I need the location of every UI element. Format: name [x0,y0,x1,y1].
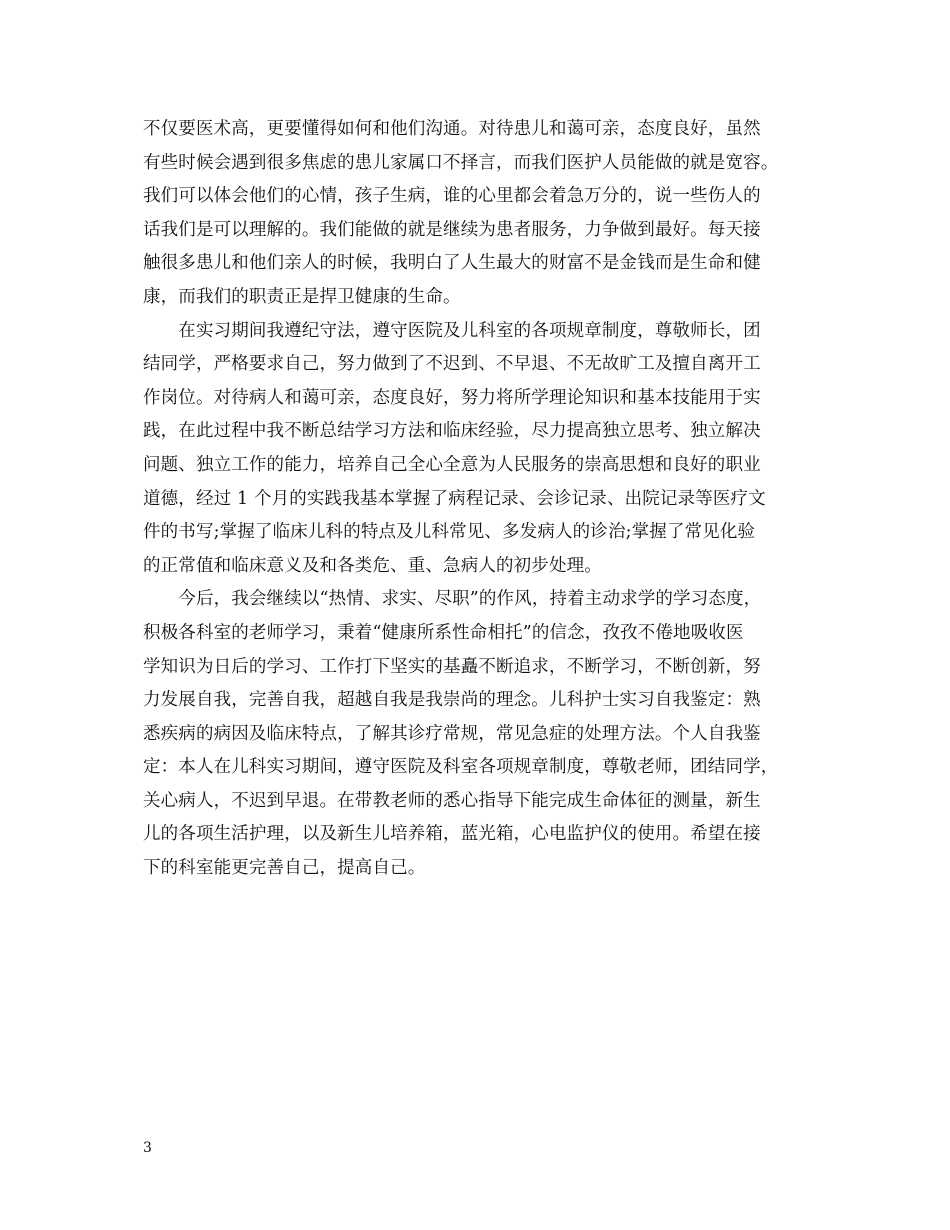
text-line: 有些时候会遇到很多焦虑的患儿家属口不择言，而我们医护人员能做的就是宽容。 [143,152,779,173]
text-line: 儿的各项生活护理，以及新生儿培养箱，蓝光箱，心电监护仪的使用。希望在接 [143,824,761,845]
text-line: 悉疾病的病因及临床特点，了解其诊疗常规，常见急症的处理方法。个人自我鉴 [143,723,761,744]
body-text [143,113,823,886]
text-line: 不仅要医术高，更要懂得如何和他们沟通。对待患儿和蔼可亲，态度良好，虽然 [143,119,761,139]
text-line: 结同学，严格要求自己，努力做到了不迟到、不早退、不无故旷工及擅自离开工 [143,354,761,375]
text-line: 的正常值和临床意义及和各类危、重、急病人的初步处理。 [143,555,602,576]
text-line: 作岗位。对待病人和蔼可亲，态度良好，努力将所学理论知识和基本技能用于实 [143,387,761,408]
text-line: 话我们是可以理解的。我们能做的就是继续为患者服务，力争做到最好。每天接 [143,219,761,240]
text-line: 学知识为日后的学习、工作打下坚实的基矗不断追求，不断学习，不断创新，努 [143,656,761,677]
text-line: 康，而我们的职责正是捍卫健康的生命。 [143,286,461,307]
text-line: 关心病人，不迟到早退。在带教老师的悉心指导下能完成生命体征的测量，新生 [143,790,761,811]
text-line: 问题、独立工作的能力，培养自己全心全意为人民服务的崇高思想和良好的职业 [143,454,761,475]
text-line: 力发展自我，完善自我，超越自我是我崇尚的理念。儿科护士实习自我鉴定：熟 [143,690,761,711]
text-line: 我们可以体会他们的心情，孩子生病，谁的心里都会着急万分的，说一些伤人的 [143,186,761,207]
text-line: 定：本人在儿科实习期间，遵守医院及科室各项规章制度，尊敬老师，团结同学， [143,757,779,778]
text-line: 件的书写;掌握了临床儿科的特点及儿科常见、多发病人的诊治;掌握了常见化验 [143,522,756,543]
text-line: 在实习期间我遵纪守法，遵守医院及儿科室的各项规章制度，尊敬师长，团 [143,320,761,341]
text-line: 道德，经过 1 个月的实践我基本掌握了病程记录、会诊记录、出院记录等医疗文 [143,488,766,509]
text-line: 积极各科室的老师学习，秉着“健康所系性命相托”的信念，孜孜不倦地吸收医 [143,622,744,643]
text-line: 践，在此过程中我不断总结学习方法和临床经验，尽力提高独立思考、独立解决 [143,421,761,442]
text-line: 今后，我会继续以“热情、求实、尽职”的作风，持着主动求学的学习态度， [143,589,762,610]
text-line: 触很多患儿和他们亲人的时候，我明白了人生最大的财富不是金钱而是生命和健 [143,253,761,274]
text-line: 下的科室能更完善自己，提高自己。 [143,858,426,879]
page-number: 3 [143,1140,152,1156]
